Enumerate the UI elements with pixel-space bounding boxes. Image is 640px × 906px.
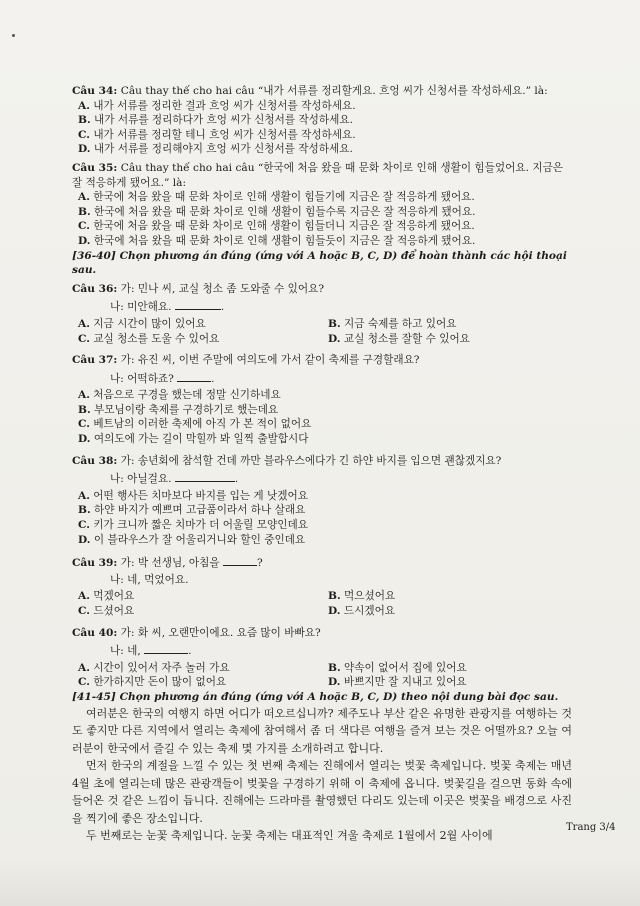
answer-blank (177, 370, 211, 382)
option-a: A. 내가 서류를 정리한 결과 흐엉 씨가 신청서를 작성하세요. (78, 99, 356, 112)
dialog-b: 나: 네, 먹었어요. (110, 573, 189, 586)
question-36 (72, 282, 572, 297)
passage-paragraph-3: 두 번째로는 눈꽃 축제입니다. 눈꽃 축제는 대표적인 겨울 축제로 1월에서 2월 사이에 (86, 829, 493, 843)
dialog-a: 가: 송년회에 참석할 건데 까만 블라우스에다가 긴 하얀 바지를 입으면 괜찮겠지요? (120, 454, 502, 467)
question-number: Câu 36: (72, 282, 118, 295)
option-b: B. 한국에 처음 왔을 때 문화 차이로 인해 생활이 힘들수록 지금은 잘 적응하게 됐어요. (78, 205, 476, 218)
option-a: A. 시간이 있어서 자주 놀러 가요 (78, 661, 230, 674)
option-b: B. 내가 서류를 정리하다가 흐엉 씨가 신청서를 작성하세요. (78, 114, 353, 127)
answer-blank (175, 298, 221, 310)
question-40 (72, 626, 572, 641)
dialog-b: 나: 아닐걸요. . (110, 470, 572, 487)
option-d: D. 한국에 처음 왔을 때 문화 차이로 인해 생활이 힘들듯이 지금은 잘 적응하게 됐어요. (78, 234, 476, 247)
question-number: Câu 34: (72, 85, 118, 97)
answer-blank (144, 642, 188, 654)
option-b: B. 하얀 바지가 예쁘며 고급품이라서 하나 살래요 (78, 504, 306, 517)
option-c: C. 교실 청소를 도울 수 있어요 (78, 332, 220, 345)
option-a: A. 먹겠어요 (78, 590, 135, 603)
options-grid (78, 589, 572, 618)
question-stem: Câu thay thế cho hai câu “한국에 처음 왔을 때 문화 차이로 인해 생활이 힘들었어요. 지금은 잘 적응하게 됐어요.” là: (72, 161, 564, 189)
exam-content (72, 84, 572, 845)
option-b: B. 먹으셨어요 (328, 590, 396, 603)
question-34 (72, 84, 572, 99)
option-a: A. 지금 시간이 많이 있어요 (78, 317, 206, 330)
page-number: Trang 3/4 (566, 822, 616, 833)
option-d: D. 드시겠어요 (328, 605, 396, 617)
option-a: A. 어떤 행사든 치마보다 바지를 입는 게 낫겠어요 (78, 489, 308, 502)
question-38 (72, 454, 572, 469)
option-a: A. 한국에 처음 왔을 때 문화 차이로 인해 생활이 힘들기에 지금은 잘 적응하게 됐어요. (78, 191, 475, 204)
dialog-b: 나: 미안해요. . (110, 298, 572, 315)
option-b: B. 부모님이랑 축제를 구경하기로 했는데요 (78, 403, 279, 416)
question-stem: Câu thay thế cho hai câu “내가 서류를 정리할게요. 흐엉 씨가 신청서를 작성하세요.” là: (120, 85, 548, 97)
answer-blank (223, 554, 257, 566)
question-number: Câu 40: (72, 626, 118, 639)
option-d: D. 바쁘지만 잘 지내고 있어요 (328, 676, 467, 689)
dialog-b: 나: 네, . (110, 642, 572, 659)
option-c: C. 베트남의 이러한 축제에 아직 가 본 적이 없어요 (78, 418, 312, 431)
option-c: C. 키가 크니까 짧은 치마가 더 어울릴 모양인데요 (78, 519, 308, 532)
question-number: Câu 35: (72, 161, 118, 174)
question-39: Câu 39: 가: 박 선생님, 아침을 ? (72, 554, 572, 571)
section-heading-41-45: [41-45] Chọn phương án đúng (ứng với A hoặc B, C, D) theo nội dung bài đọc sau. (72, 690, 559, 703)
option-b: B. 약속이 없어서 집에 있어요 (328, 661, 467, 674)
dialog-a: 가: 박 선생님, 아침을 (120, 557, 220, 570)
option-c: C. 한국에 처음 왔을 때 문화 차이로 인해 생활이 힘들더니 지금은 잘 적응하게 됐어요. (78, 220, 475, 233)
section-heading-36-40: [36-40] Chọn phương án đúng (ứng với A hoặc B, C, D) để hoàn thành các hội thoại sau. (72, 249, 567, 277)
dialog-a: 가: 민나 씨, 교실 청소 좀 도와줄 수 있어요? (120, 282, 325, 295)
option-d: D. 내가 서류를 정리해야지 흐엉 씨가 신청서를 작성하세요. (78, 143, 353, 156)
options-grid (78, 317, 572, 346)
option-b: B. 지금 숙제를 하고 있어요 (328, 317, 457, 330)
question-number: Câu 37: (72, 354, 118, 367)
dialog-a: 가: 유진 씨, 이번 주말에 여의도에 가서 같이 축제를 구경할래요? (120, 354, 420, 367)
question-number: Câu 39: (72, 557, 118, 570)
option-c: C. 한가하지만 돈이 많이 없어요 (78, 676, 227, 689)
option-c: C. 내가 서류를 정리할 테니 흐엉 씨가 신청서를 작성하세요. (78, 128, 356, 141)
option-c: C. 드셨어요 (78, 605, 135, 617)
option-d: D. 이 블라우스가 잘 어울리거니와 할인 중인데요 (78, 533, 306, 546)
scan-shadow (0, 858, 640, 906)
options-grid (78, 661, 572, 690)
passage-paragraph-1: 여러분은 한국의 여행지 하면 어디가 떠오르십니까? 제주도나 부산 같은 유명한 관광지를 여행하는 것도 좋지만 다른 지역에서 열리는 축제에 참여해서 좀 더 색다른 여행을 즐겨 보는 것은 어떨까요? 오늘 여러분이 한국에서 즐길 수 있는 축제 몇 가지를 소개하려고 합니다. (72, 706, 572, 755)
dialog-a: 가: 화 씨, 오랜만이에요. 요즘 많이 바빠요? (120, 626, 321, 639)
passage-paragraph-2: 먼저 한국의 계절을 느낄 수 있는 첫 번째 축제는 진해에서 열리는 벚꽃 축제입니다. 벚꽃 축제는 매년 4월 초에 열리는데 많은 관광객들이 벚꽃을 구경하기 위해 이 축제에 옵니다. 벚꽃길을 걸으면 동화 속에 들어온 것 같은 느낌이 듭니다. 진해에는 드라마를 촬영했던 다리도 있는데 이곳은 벚꽃을 배경으로 사진을 찍기에 좋은 장소입니다. (72, 759, 572, 825)
option-d: D. 여의도에 가는 길이 막힐까 봐 일찍 출발합시다 (78, 433, 309, 446)
scan-dot (12, 34, 15, 37)
question-number: Câu 38: (72, 454, 118, 467)
option-d: D. 교실 청소를 잘할 수 있어요 (328, 332, 470, 345)
answer-blank (175, 470, 235, 482)
question-35 (72, 161, 572, 190)
question-37 (72, 353, 572, 368)
dialog-b: 나: 어떡하죠? . (110, 370, 572, 387)
option-a: A. 처음으로 구경을 했는데 정말 신기하네요 (78, 389, 281, 402)
